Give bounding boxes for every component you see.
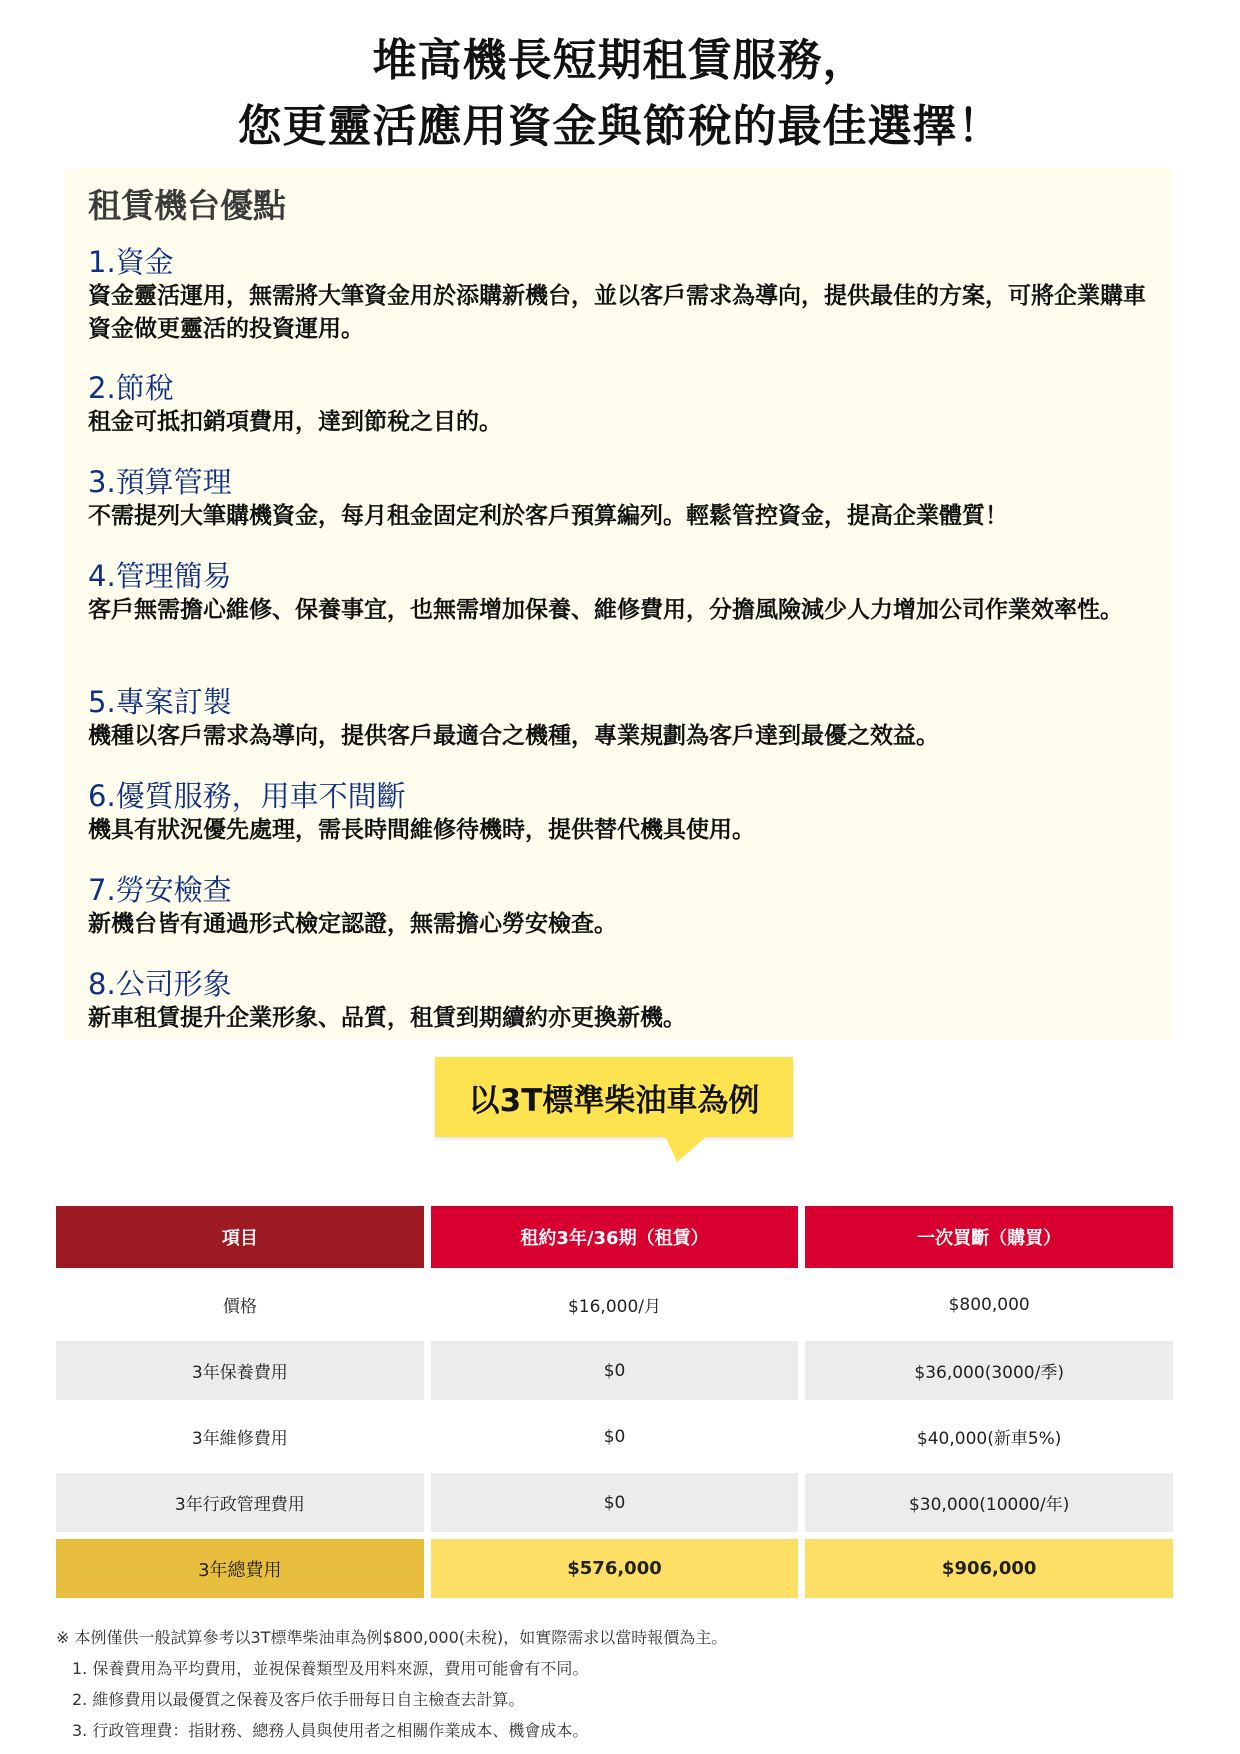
- table-cell: $30,000(10000/年): [805, 1473, 1173, 1532]
- footnote-item: 3. 行政管理費：指財務、總務人員與使用者之相關作業成本、機會成本。: [72, 1721, 589, 1740]
- advantage-item-custom: [88, 684, 1158, 753]
- table-row: [56, 1341, 1173, 1400]
- total-label: 3年總費用: [56, 1539, 424, 1598]
- page-title: [0, 28, 1240, 160]
- advantage-item-funds: [88, 244, 1158, 346]
- footnotes: [56, 1623, 1176, 1746]
- table-row: [56, 1473, 1173, 1532]
- table-cell: 3年維修費用: [56, 1407, 424, 1466]
- table-cell: $16,000/月: [431, 1275, 799, 1334]
- table-cell: 價格: [56, 1275, 424, 1334]
- table-cell: 3年行政管理費用: [56, 1473, 424, 1532]
- header-item: 項目: [56, 1206, 424, 1268]
- advantage-title: 8.公司形象: [88, 967, 232, 1001]
- header-buyout: 一次買斷（購買）: [805, 1206, 1173, 1268]
- advantages-heading: 租賃機台優點: [88, 186, 286, 225]
- advantage-desc: 機種以客戶需求為導向，提供客戶最適合之機種，專業規劃為客戶達到最優之效益。: [88, 723, 939, 749]
- advantage-desc: 機具有狀況優先處理，需長時間維修待機時，提供替代機具使用。: [88, 817, 755, 843]
- advantage-item-image: [88, 966, 1158, 1035]
- advantage-title: 5.專案訂製: [88, 685, 232, 719]
- table-cell: $40,000(新車5%): [805, 1407, 1173, 1466]
- advantage-title: 6.優質服務，用車不間斷: [88, 779, 406, 813]
- table-cell: $0: [431, 1407, 799, 1466]
- example-callout: 以3T標準柴油車為例: [435, 1057, 793, 1137]
- table-cell: $0: [431, 1341, 799, 1400]
- table-cell: $0: [431, 1473, 799, 1532]
- advantage-desc: 客戶無需擔心維修、保養事宜，也無需增加保養、維修費用，分擔風險減少人力增加公司作業效率性。: [88, 597, 1123, 623]
- callout-tail: [665, 1136, 707, 1162]
- advantage-desc: 新機台皆有通過形式檢定認證，無需擔心勞安檢查。: [88, 911, 617, 937]
- total-lease: $576,000: [431, 1539, 799, 1598]
- advantage-desc: 新車租賃提升企業形象、品質，租賃到期續約亦更換新機。: [88, 1005, 686, 1031]
- header-lease: 租約3年/36期（租賃）: [431, 1206, 799, 1268]
- table-cell: $800,000: [805, 1275, 1173, 1334]
- footnote-main: ※ 本例僅供一般試算參考以3T標準柴油車為例$800,000(未稅)，如實際需求以當時報價為主。: [56, 1628, 728, 1647]
- title-line-2: 您更靈活應用資金與節稅的最佳選擇！: [237, 101, 1003, 152]
- table-cell: $36,000(3000/季): [805, 1341, 1173, 1400]
- table-cell: 3年保養費用: [56, 1341, 424, 1400]
- advantage-title: 7.勞安檢查: [88, 873, 232, 907]
- advantage-item-management: [88, 558, 1158, 627]
- advantage-desc: 租金可抵扣銷項費用，達到節稅之目的。: [88, 409, 502, 435]
- cost-comparison-table: [56, 1206, 1173, 1605]
- table-total-row: [56, 1539, 1173, 1598]
- advantage-item-service: [88, 778, 1158, 847]
- advantage-title: 2.節稅: [88, 371, 174, 405]
- footnote-item: 1. 保養費用為平均費用，並視保養類型及用料來源，費用可能會有不同。: [72, 1659, 589, 1678]
- advantage-title: 3.預算管理: [88, 465, 232, 499]
- table-row: [56, 1407, 1173, 1466]
- advantage-title: 4.管理簡易: [88, 559, 232, 593]
- advantage-item-safety: [88, 872, 1158, 941]
- footnote-item: 2. 維修費用以最優質之保養及客戶依手冊每日自主檢查去計算。: [72, 1690, 525, 1709]
- advantages-panel: [65, 168, 1173, 1040]
- total-buyout: $906,000: [805, 1539, 1173, 1598]
- table-header-row: [56, 1206, 1173, 1268]
- title-line-1: 堆高機長短期租賃服務，: [372, 35, 868, 86]
- table-row: [56, 1275, 1173, 1334]
- advantage-item-tax: [88, 370, 1158, 439]
- advantage-desc: 資金靈活運用，無需將大筆資金用於添購新機台，並以客戶需求為導向，提供最佳的方案，可將企業購車資金做更靈活的投資運用。: [88, 283, 1146, 342]
- advantage-item-budget: [88, 464, 1158, 533]
- advantage-title: 1.資金: [88, 245, 174, 279]
- advantage-desc: 不需提列大筆購機資金，每月租金固定利於客戶預算編列。輕鬆管控資金，提高企業體質！: [88, 503, 1008, 529]
